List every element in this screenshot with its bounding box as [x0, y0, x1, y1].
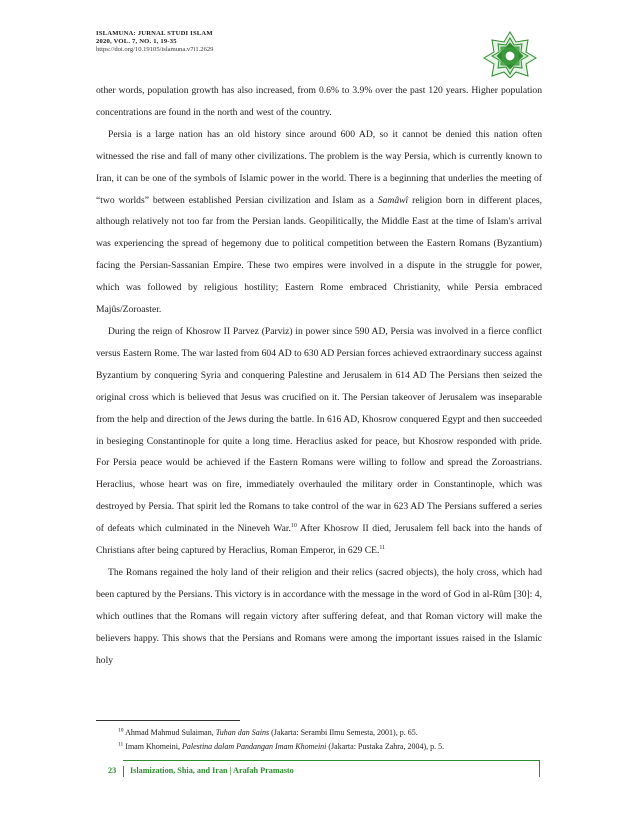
ornamental-green-star-logo-icon	[480, 30, 540, 78]
footnote-ref-10[interactable]: 10	[290, 522, 297, 529]
footnote-number: 10	[118, 727, 124, 734]
footnote-10	[96, 726, 542, 740]
paragraph-2: Persia is a large nation has an old history since around 600 AD, so it cannot be denied this nation often witnessed the rise and fall of many other civilizations. The problem is the way Persia, which is currently known to Iran, it can be one of the symbols of Islamic power in the world. There is a beginning that underlies the meeting of “two worlds” between established Persian civilization and Islam as a Samâwî religion born in different places, although relatively not too far from the Persian lands. Geopilitically, the Middle East at the time of Islam's arrival was experiencing the spread of hegemony due to political competition between the Eastern Romans (Byzantium) facing the Persian-Sassanian Empire. These two empires were involved in a dispute in the struggle for power, which was followed by religious hostility; Eastern Rome embraced Christianity, while Persia embraced Majûs/Zoroaster.	[96, 128, 542, 316]
page-number: 23	[108, 766, 117, 775]
page-footer	[96, 764, 540, 777]
footnotes	[96, 726, 542, 753]
paragraph-3-text-b: After Khosrow II died, Jerusalem fell back into the hands of Christians after being captured by Heraclius, Roman Emperor, in 629 CE.	[96, 523, 542, 557]
footer-edge	[539, 760, 540, 777]
journal-doi-link[interactable]: https://doi.org/10.19105/islamuna.v7i1.2629	[96, 46, 214, 53]
paragraph-3-text-a: During the reign of Khosrow II Parvez (Parviz) in power since 590 AD, Persia was involved in a fierce conflict versus Eastern Rome. The war lasted from 604 AD to 630 AD Persian forces achieved extraordinary success against Byzantium by conquering Syria and conquering Palestine and Jerusalem in 614 AD The Persians then seized the original cross which is believed that Jesus was crucified on it. The Persian takeover of Jerusalem was inseparable from the help and direction of the Jews during the battle. In 616 AD, Khosrow conquered Egypt and then succeeded in besieging Constantinople for quite a long time. Heraclius asked for peace, but Khosrow responded with pride. For Persia peace would be achieved if the Eastern Romans were willing to follow and spread the Zoroastrians. Heraclius, whose heart was on fire, immediately overhauled the military order in Constantinople, which was destroyed by Persia. That spirit led the Romans to take control of the war in 623 AD The Persians suffered a series of defeats which culminated in the Nineveh War.	[96, 325, 542, 535]
footnote-text: Imam Khomeini, Palestina dalam Pandangan Imam Khomeini (Jakarta: Pustaka Zahra, 2004), p. 5.	[125, 741, 445, 751]
footnote-number: 11	[118, 740, 124, 747]
journal-header	[96, 30, 536, 54]
paragraph-3	[96, 321, 542, 562]
footnote-11	[96, 740, 542, 754]
footer-divider	[123, 766, 124, 777]
footnote-divider	[96, 720, 240, 721]
footnote-text: Ahmad Mahmud Sulaiman, Tuhan dan Sains (Jakarta: Serambi Ilmu Semesta, 2001), p. 65.	[125, 728, 418, 737]
paragraph-1: other words, population growth has also increased, from 0.6% to 3.9% over the past 120 years. Higher population concentrations are found in the north and west of the country.	[96, 85, 542, 118]
running-title: Islamization, Shia, and Iran | Arafah Pramasto	[130, 766, 294, 775]
journal-volume: 2020, VOL. 7, NO. 1, 19-35	[96, 38, 177, 45]
footnote-ref-11[interactable]: 11	[379, 544, 386, 551]
paragraph-4: The Romans regained the holy land of their religion and their relics (sacred objects), the holy cross, which had been captured by the Persians. This victory is in accordance with the message in the word of God in al-Rûm [30]: 4, which outlines that the Romans will regain victory after suffering defeat, and that Roman victory will make the believers happy. This shows that the Persians and Romans were among the important issues raised in the Islamic holy	[96, 566, 542, 666]
journal-name: ISLAMUNA: JURNAL STUDI ISLAM	[96, 30, 213, 37]
footer-rule	[123, 760, 540, 761]
article-body	[96, 80, 542, 671]
